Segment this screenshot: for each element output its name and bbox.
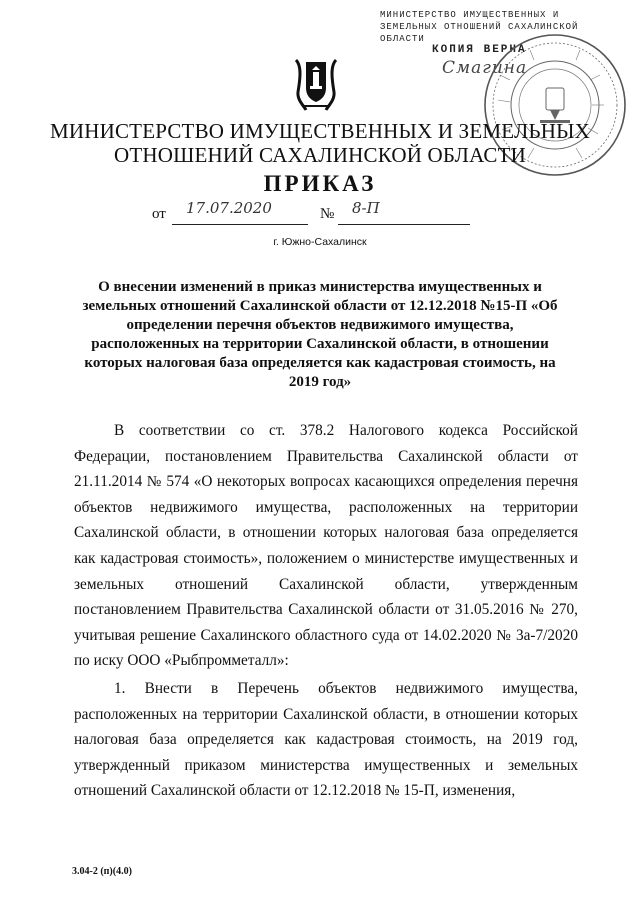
- number-underline: [338, 224, 470, 225]
- stamp-org-line-1: МИНИСТЕРСТВО ИМУЩЕСТВЕННЫХ И: [380, 10, 560, 20]
- preamble-paragraph: В соответствии со ст. 378.2 Налогового кодекса Российской Федерации, постановлением Правительства Сахалинской области от 21.11.2014 № 574 «О некоторых вопросах касающихся определения перечня объектов недвижимого имущества, расположенных на территории Сахалинской области, в отношении которых налоговая база определяется как кадастровая стоимость», положением о министерстве имущественных и земельных отношений Сахалинской области, утвержденным постановлением Правительства Сахалинской области от 31.05.2016 № 270, учитывая решение Сахалинского областного суда от 14.02.2020 № 3а-7/2020 по иску ООО «Рыбпромметалл»:: [74, 422, 578, 670]
- subject-line: 2019 год»: [288, 374, 352, 390]
- subject-line: определении перечня объектов недвижимого имущества,: [126, 317, 514, 333]
- subject-line: земельных отношений Сахалинской области от 12.12.2018 №15-П «Об: [82, 298, 558, 314]
- city-label: г. Южно-Сахалинск: [273, 236, 367, 248]
- clause-1-paragraph: 1. Внести в Перечень объектов недвижимого имущества, расположенных на территории Сахалинской области, в отношении которых налоговая база определяется как кадастровая стоимость, на 2019 год, утвержденный приказом министерства имущественных и земельных отношений Сахалинской области от 12.12.2018 № 15-П, изменения,: [74, 680, 578, 800]
- stamp-org-line-3: ОБЛАСТИ: [380, 34, 425, 44]
- order-date: 17.07.2020: [186, 199, 272, 217]
- number-prefix: №: [320, 206, 335, 222]
- date-underline: [172, 224, 308, 225]
- coat-of-arms-icon: [292, 56, 340, 112]
- ministry-title-line-1: МИНИСТЕРСТВО ИМУЩЕСТВЕННЫХ И ЗЕМЕЛЬНЫХ: [49, 119, 590, 143]
- subject-line: которых налоговая база определяется как кадастровая стоимость, на: [84, 355, 556, 371]
- copy-certified-label: КОПИЯ ВЕРНА: [432, 44, 527, 56]
- subject-line: О внесении изменений в приказ министерства имущественных и: [98, 279, 542, 295]
- order-number: 8-П: [352, 199, 380, 217]
- copy-signature: Смагина: [442, 58, 528, 78]
- form-code: 3.04-2 (п)(4.0): [72, 866, 132, 877]
- order-subject: [80, 278, 560, 392]
- date-prefix: от: [152, 206, 166, 222]
- ministry-title-line-2: ОТНОШЕНИЙ САХАЛИНСКОЙ ОБЛАСТИ: [113, 143, 527, 167]
- document-type-heading: ПРИКАЗ: [263, 171, 377, 196]
- subject-line: расположенных на территории Сахалинской области, в отношении: [91, 336, 549, 352]
- stamp-org-line-2: ЗЕМЕЛЬНЫХ ОТНОШЕНИЙ САХАЛИНСКОЙ: [380, 22, 579, 32]
